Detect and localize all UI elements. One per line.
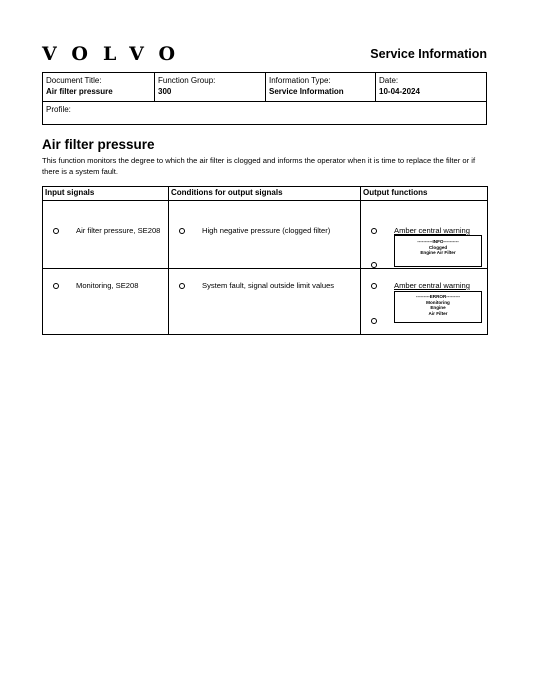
meta-label: Profile: xyxy=(46,105,71,114)
output-cell xyxy=(361,201,487,268)
condition-cell xyxy=(169,269,361,334)
meta-value: 300 xyxy=(158,87,172,96)
meta-value: 10-04-2024 xyxy=(379,87,420,96)
meta-value: Air filter pressure xyxy=(46,87,113,96)
display-text xyxy=(395,292,481,318)
header-input-signals: Input signals xyxy=(43,187,169,200)
meta-date xyxy=(376,73,486,101)
bullet-icon xyxy=(371,283,377,289)
meta-label: Document Title: xyxy=(46,76,102,85)
condition-text: High negative pressure (clogged filter) xyxy=(202,226,331,235)
input-cell xyxy=(43,269,169,334)
display-line: Air Filter xyxy=(428,310,448,316)
meta-value: Service Information xyxy=(269,87,344,96)
volvo-logo: VOLVO xyxy=(42,43,191,65)
table-row xyxy=(43,269,487,334)
bullet-icon xyxy=(371,318,377,324)
condition-cell xyxy=(169,201,361,268)
display-line: Engine Air Filter xyxy=(420,250,456,255)
output-function-text: Amber central warning xyxy=(394,281,470,290)
display-line: Clogged xyxy=(428,244,448,250)
document-type-heading: Service Information xyxy=(370,47,487,61)
input-cell xyxy=(43,201,169,268)
meta-information-type xyxy=(266,73,376,101)
header-conditions: Conditions for output signals xyxy=(169,187,361,200)
output-function-text: Amber central warning xyxy=(394,226,470,235)
display-line: Monitoring xyxy=(426,299,450,305)
meta-label: Information Type: xyxy=(269,76,331,85)
table-row xyxy=(43,201,487,269)
bullet-icon xyxy=(53,228,59,234)
meta-document-title xyxy=(43,73,155,101)
warning-display-image xyxy=(394,235,482,267)
meta-function-group xyxy=(155,73,266,101)
table-header-row xyxy=(43,187,487,201)
bullet-icon xyxy=(371,228,377,234)
meta-label: Function Group: xyxy=(158,76,216,85)
output-cell xyxy=(361,269,487,334)
display-line: ----------INFO---------- xyxy=(417,239,459,244)
page-title: Air filter pressure xyxy=(42,137,155,152)
display-text xyxy=(395,236,481,258)
warning-display-image xyxy=(394,291,482,323)
meta-profile xyxy=(43,102,486,117)
input-signal-text: Air filter pressure, SE208 xyxy=(76,226,161,235)
display-line: ---------ERROR--------- xyxy=(415,294,461,299)
condition-text: System fault, signal outside limit values xyxy=(202,281,335,290)
bullet-icon xyxy=(53,283,59,289)
bullet-icon xyxy=(179,283,185,289)
document-meta-table xyxy=(42,72,487,125)
meta-label: Date: xyxy=(379,76,399,85)
signals-table xyxy=(42,186,488,335)
display-line: Engine xyxy=(430,305,446,310)
bullet-icon xyxy=(179,228,185,234)
bullet-icon xyxy=(371,262,377,268)
function-description: This function monitors the degree to which the air filter is clogged and informs the operator when it is time to replace the filter or if there is a system fault. xyxy=(42,156,476,176)
input-signal-text: Monitoring, SE208 xyxy=(76,281,139,290)
header-output-functions: Output functions xyxy=(363,188,428,197)
